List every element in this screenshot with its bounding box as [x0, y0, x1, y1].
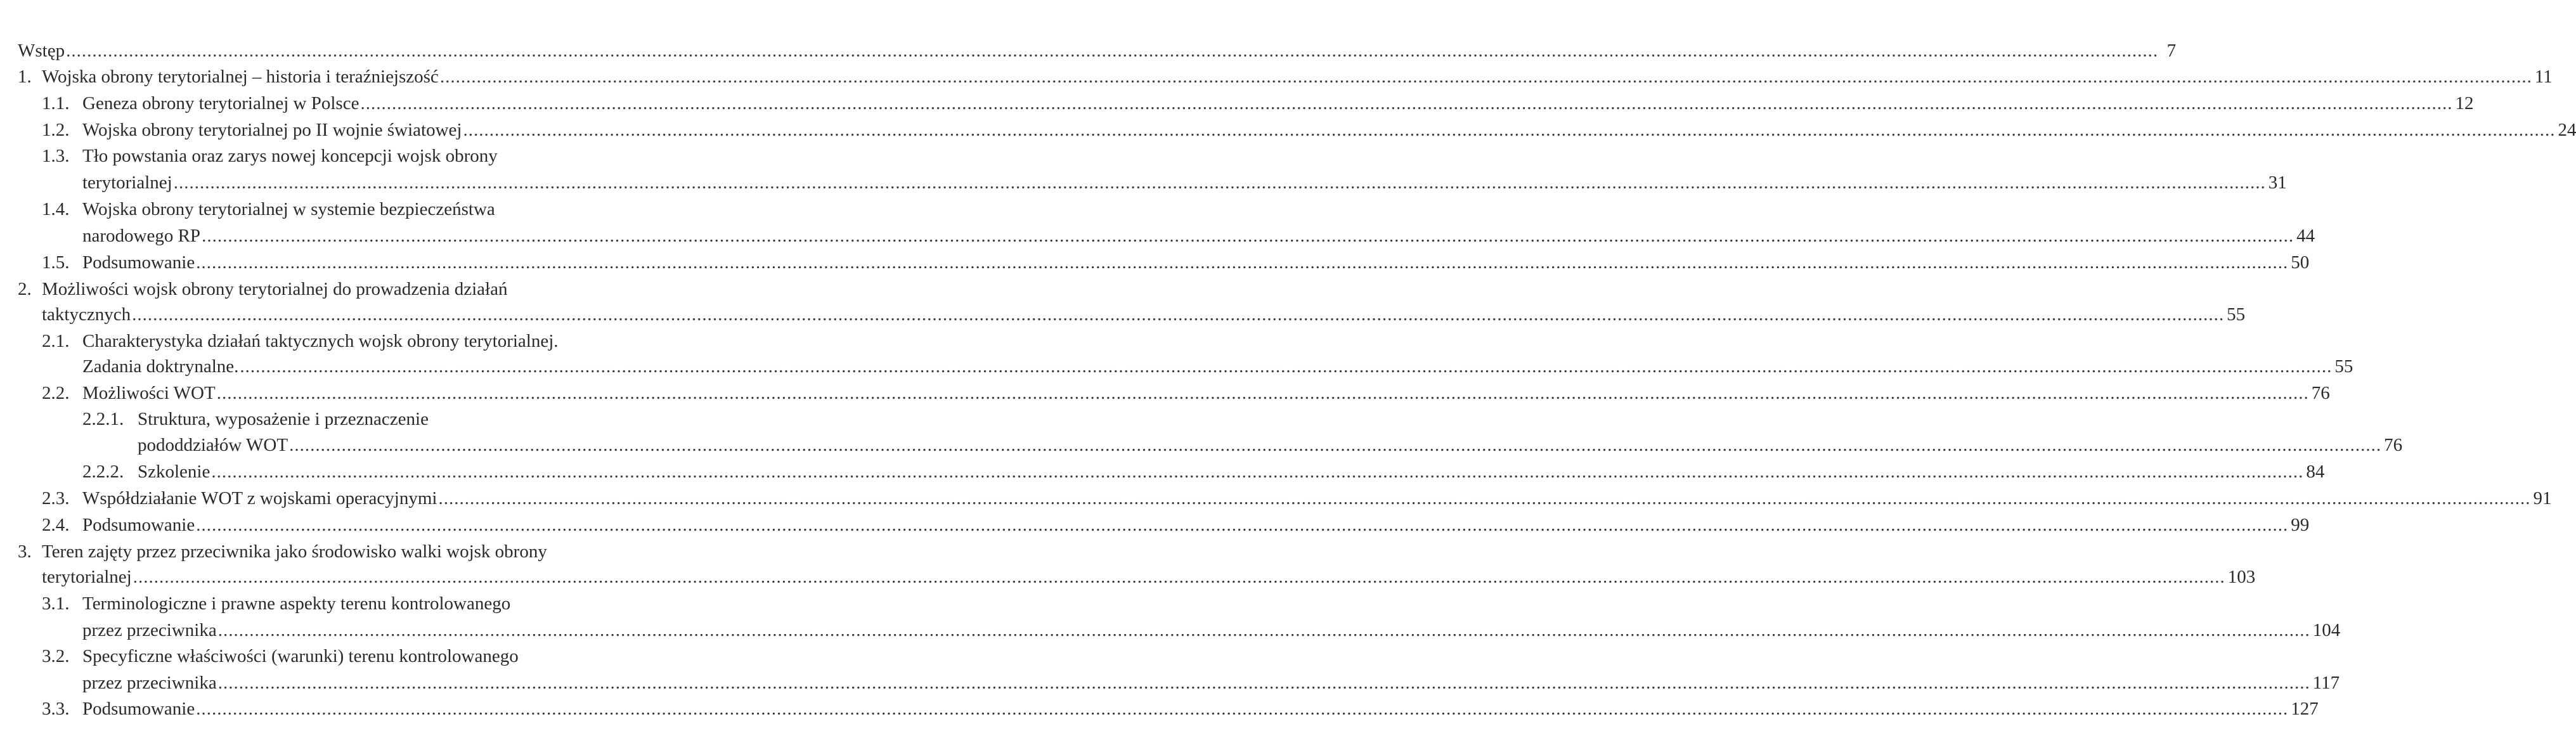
toc-entry-title: Podsumowanie [82, 699, 195, 719]
toc-entry-number: 3.2. [42, 646, 70, 666]
toc-entry-title: Wojska obrony terytorialnej – historia i teraźniejszość [42, 67, 439, 87]
toc-entry-title: przez przeciwnika [82, 620, 217, 640]
toc-entry-title: Podsumowanie [82, 252, 195, 273]
toc-entry-page-number: 24 [2558, 120, 2576, 140]
toc-entry [0, 512, 2310, 538]
toc-entry [0, 591, 686, 616]
toc-entry-title: terytorialnej [82, 172, 172, 193]
toc-entry [0, 143, 686, 169]
dot-leader: ................................................................................................................................................................................................................................................................................................................................................................................................................ [463, 120, 2556, 140]
toc-entry-number: 1.2. [42, 120, 70, 140]
toc-entry [0, 197, 686, 222]
toc-entry-title: Możliwości wojsk obrony terytorialnej do prowadzenia działań [42, 279, 508, 299]
toc-entry-title: Szkolenie [138, 462, 210, 482]
toc-entry-page-number: 11 [2534, 67, 2553, 87]
dot-leader: ................................................................................................................................................................................................................................................................................................................................................................................................................ [132, 304, 2225, 325]
toc-entry [0, 91, 2474, 116]
dot-leader: ................................................................................................................................................................................................................................................................................................................................................................................................................ [438, 488, 2531, 508]
dot-leader: ................................................................................................................................................................................................................................................................................................................................................................................................................ [196, 252, 2289, 273]
toc-entry-number: 3.3. [42, 699, 70, 719]
toc-entry-number: 1.3. [42, 146, 70, 166]
toc-entry-title: narodowego RP [82, 226, 201, 246]
toc-entry-number: 2.4. [42, 515, 70, 535]
toc-entry-title: Podsumowanie [82, 515, 195, 535]
toc-entry [0, 670, 2340, 696]
toc-entry-page-number: 103 [2227, 567, 2256, 587]
toc-entry [0, 564, 2256, 590]
toc-entry-title: taktycznych [42, 304, 131, 325]
toc-entry-number: 2.3. [42, 488, 70, 508]
toc-entry-title: Wojska obrony terytorialnej w systemie bezpieczeństwa [82, 199, 495, 219]
toc-entry [0, 380, 2330, 406]
dot-leader: ................................................................................................................................................................................................................................................................................................................................................................................................................ [66, 41, 2159, 61]
toc-entry [0, 328, 686, 354]
toc-entry-number: 2.2.2. [82, 462, 124, 482]
toc-entry-number: 2.2. [42, 383, 70, 403]
toc-entry-title: Współdziałanie WOT z wojskami operacyjnymi [82, 488, 437, 508]
toc-entry-title: przez przeciwnika [82, 673, 217, 693]
dot-leader: ................................................................................................................................................................................................................................................................................................................................................................................................................ [173, 172, 2266, 193]
toc-entry [0, 459, 2325, 484]
toc-entry-page-number: 84 [2306, 462, 2325, 482]
toc-entry [0, 696, 2319, 722]
toc-entry [0, 223, 2315, 249]
dot-leader: ................................................................................................................................................................................................................................................................................................................................................................................................................ [216, 383, 2309, 403]
toc-entry-title: Charakterystyka działań taktycznych wojsk obrony terytorialnej. [82, 331, 559, 351]
toc-entry [0, 539, 686, 564]
dot-leader: ................................................................................................................................................................................................................................................................................................................................................................................................................ [196, 699, 2289, 719]
toc-entry [0, 276, 686, 302]
toc-entry-page-number: 91 [2533, 488, 2552, 508]
toc-entry-title: Geneza obrony terytorialnej w Polsce [82, 93, 359, 113]
toc-entry [0, 170, 2287, 195]
dot-leader: ................................................................................................................................................................................................................................................................................................................................................................................................................ [133, 567, 2225, 587]
dot-leader: ................................................................................................................................................................................................................................................................................................................................................................................................................ [202, 226, 2294, 246]
toc-entry-page-number: 55 [2227, 304, 2246, 325]
toc-entry-number: 3. [18, 541, 32, 562]
toc-entry-page-number: 76 [2384, 435, 2403, 455]
toc-entry [0, 250, 2310, 275]
toc-entry [0, 406, 686, 432]
toc-entry [0, 644, 686, 669]
dot-leader: ................................................................................................................................................................................................................................................................................................................................................................................................................ [196, 515, 2289, 535]
toc-entry-number: 1.1. [42, 93, 70, 113]
toc-entry-page-number: 127 [2291, 699, 2319, 719]
toc-entry [0, 302, 2246, 327]
toc-entry-page-number: 7 [2166, 41, 2177, 61]
toc-entry-page-number: 55 [2334, 356, 2353, 377]
toc-entry-page-number: 31 [2268, 172, 2287, 193]
toc-entry-number: 1. [18, 67, 32, 87]
toc-entry-number: 1.4. [42, 199, 70, 219]
toc-entry-title: terytorialnej [42, 567, 132, 587]
toc-entry-title: Wojska obrony terytorialnej po II wojnie światowej [82, 120, 462, 140]
toc-entry-number: 2.2.1. [82, 409, 124, 429]
toc-entry-page-number: 117 [2312, 673, 2340, 693]
toc-entry [0, 432, 2403, 458]
toc-entry [0, 64, 2553, 89]
toc-entry-page-number: 50 [2291, 252, 2310, 273]
toc-entry-title: Specyficzne właściwości (warunki) terenu kontrolowanego [82, 646, 519, 666]
toc-entry-page-number: 76 [2311, 383, 2330, 403]
toc-entry [0, 354, 2353, 379]
dot-leader: ................................................................................................................................................................................................................................................................................................................................................................................................................ [217, 673, 2310, 693]
toc-entry-title: Zadania doktrynalne. [82, 356, 239, 377]
dot-leader: ................................................................................................................................................................................................................................................................................................................................................................................................................ [289, 435, 2382, 455]
toc-entry-title: Tło powstania oraz zarys nowej koncepcji wojsk obrony [82, 146, 498, 166]
toc-entry-title: Struktura, wyposażenie i przeznaczenie [138, 409, 429, 429]
toc-entry-number: 2.1. [42, 331, 70, 351]
toc-entry-title: Wstęp [18, 41, 65, 61]
toc-entry-number: 1.5. [42, 252, 70, 273]
toc-entry [0, 618, 2341, 643]
toc-entry-number: 3.1. [42, 593, 70, 614]
toc-entry-title: Teren zajęty przez przeciwnika jako środowisko walki wojsk obrony [42, 541, 547, 562]
toc-entry-number: 2. [18, 279, 32, 299]
toc-entry-page-number: 104 [2312, 620, 2341, 640]
toc-entry [0, 117, 2576, 143]
toc-entry-title: Terminologiczne i prawne aspekty terenu kontrolowanego [82, 593, 511, 614]
toc-entry-title: Możliwości WOT [82, 383, 216, 403]
toc-entry [0, 486, 2552, 511]
toc-entry-page-number: 99 [2291, 515, 2310, 535]
toc-entry [0, 38, 2177, 63]
dot-leader: ................................................................................................................................................................................................................................................................................................................................................................................................................ [240, 356, 2333, 377]
dot-leader: ................................................................................................................................................................................................................................................................................................................................................................................................................ [360, 93, 2453, 113]
toc-entry-page-number: 44 [2296, 226, 2315, 246]
toc-entry-page-number: 12 [2455, 93, 2474, 113]
dot-leader: ................................................................................................................................................................................................................................................................................................................................................................................................................ [439, 67, 2532, 87]
toc-entry-title: pododdziałów WOT [138, 435, 288, 455]
dot-leader: ................................................................................................................................................................................................................................................................................................................................................................................................................ [211, 462, 2304, 482]
dot-leader: ................................................................................................................................................................................................................................................................................................................................................................................................................ [217, 620, 2310, 640]
